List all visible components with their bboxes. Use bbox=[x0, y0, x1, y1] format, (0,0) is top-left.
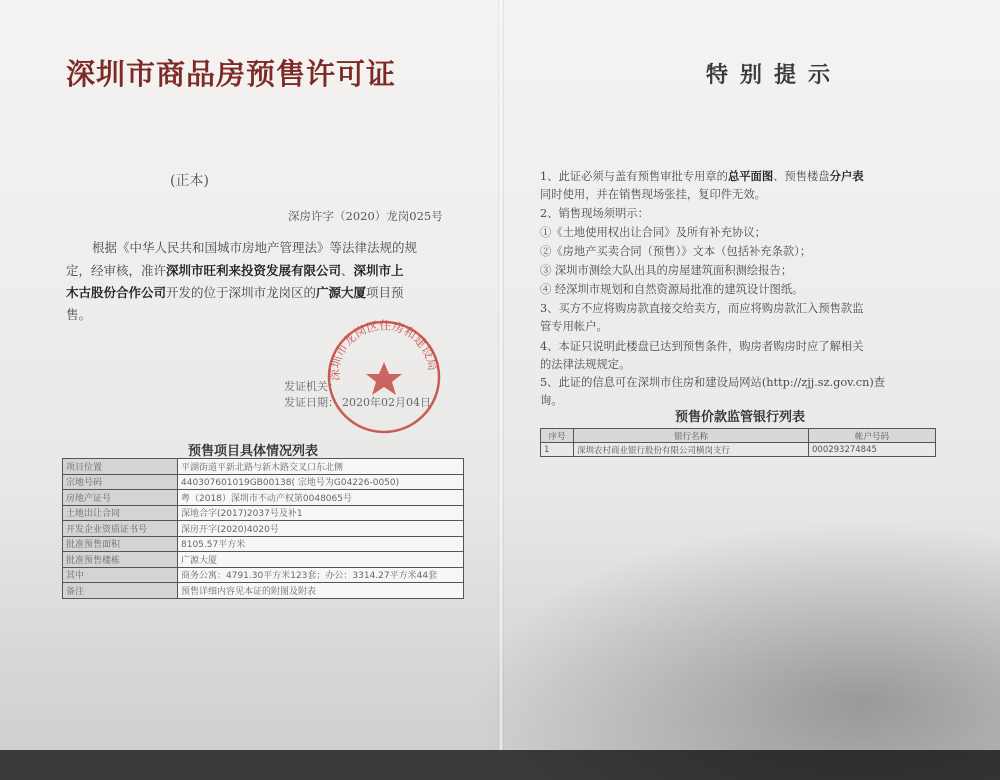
approval-line bbox=[66, 261, 404, 279]
project-details-table bbox=[62, 458, 464, 599]
field-value: 8105.57平方米 bbox=[178, 536, 464, 552]
issue-date: 2020年02月04日 bbox=[342, 396, 431, 409]
text-segment: 开发的位于深圳市龙岗区的 bbox=[166, 285, 317, 300]
seal-star-icon bbox=[366, 362, 402, 395]
text-segment: 3、买方不应将购房款直接交给卖方，而应将购房款汇入预售款监 bbox=[540, 302, 864, 315]
bank-name: 深圳农村商业银行股份有限公司横岗支行 bbox=[574, 443, 809, 457]
field-label: 备注 bbox=[63, 583, 178, 599]
notice-line bbox=[540, 338, 864, 354]
bank-table-title: 预售价款监管银行列表 bbox=[675, 410, 806, 425]
notice-line bbox=[540, 205, 649, 221]
table-row bbox=[63, 474, 464, 490]
text-segment: 项目预 bbox=[366, 285, 404, 300]
table-row bbox=[63, 567, 464, 583]
field-label: 其中 bbox=[63, 567, 178, 583]
field-label: 房地产证号 bbox=[63, 490, 178, 506]
photo-shadow bbox=[470, 520, 1000, 780]
notice-line bbox=[540, 262, 792, 278]
issue-date-label: 发证日期： bbox=[284, 396, 339, 409]
notice-line bbox=[540, 356, 630, 372]
approval-line bbox=[92, 238, 417, 256]
table-row bbox=[541, 443, 936, 457]
text-segment: 、预售楼盘 bbox=[773, 170, 830, 183]
text-segment: 4、本证只说明此楼盘已达到预售条件，购房者购房时应了解相关 bbox=[540, 340, 864, 353]
header-cell: 序号 bbox=[541, 429, 574, 443]
field-label: 项目位置 bbox=[63, 459, 178, 475]
seal-text: 深圳市龙岗区住房和建设局 bbox=[327, 318, 441, 381]
emphasized-text: 分户表 bbox=[829, 169, 864, 183]
text-segment: 售。 bbox=[66, 307, 92, 322]
text-segment: 1、此证必须与盖有预售审批专用章的 bbox=[540, 170, 728, 183]
emphasized-text: 深圳市上 bbox=[353, 263, 404, 278]
notice-line bbox=[540, 186, 766, 202]
field-value: 深房开字(2020)4020号 bbox=[178, 521, 464, 537]
table-row bbox=[63, 536, 464, 552]
notice-line bbox=[540, 300, 864, 316]
project-table-title: 预售项目具体情况列表 bbox=[188, 444, 319, 459]
table-row bbox=[63, 459, 464, 475]
table-row bbox=[63, 505, 464, 521]
emphasized-text: 广源大厦 bbox=[316, 285, 367, 300]
field-value: 商务公寓：4791.30平方米123套；办公：3314.27平方米44套 bbox=[178, 567, 464, 583]
permit-title: 深圳市商品房预售许可证 bbox=[66, 57, 397, 91]
table-row bbox=[63, 583, 464, 599]
field-label: 宗地号码 bbox=[63, 474, 178, 490]
permit-number: 深房许字（2020）龙岗025号 bbox=[288, 209, 443, 223]
field-label: 批准预售面积 bbox=[63, 536, 178, 552]
supervision-bank-table bbox=[540, 428, 936, 457]
text-segment: ④ 经深圳市规划和自然资源局批准的建筑设计图纸。 bbox=[540, 283, 804, 296]
approval-line bbox=[66, 283, 404, 301]
notice-line bbox=[540, 281, 803, 297]
text-segment: ①《土地使用权出让合同》及所有补充协议； bbox=[540, 226, 766, 239]
field-value: 广源大厦 bbox=[178, 552, 464, 568]
text-segment: 同时使用，并在销售现场张挂，复印件无效。 bbox=[540, 188, 766, 201]
original-copy-mark: (正本) bbox=[170, 173, 209, 189]
header-cell: 银行名称 bbox=[574, 429, 809, 443]
emphasized-text: 总平面图 bbox=[727, 169, 774, 183]
text-segment: 管专用帐户。 bbox=[540, 320, 608, 333]
text-segment: ③ 深圳市测绘大队出具的房屋建筑面积测绘报告； bbox=[540, 264, 793, 277]
emphasized-text: 深圳市旺利来投资发展有限公司 bbox=[166, 263, 342, 278]
table-row bbox=[63, 552, 464, 568]
field-value: 预售详细内容见本证的附图及附表 bbox=[178, 583, 464, 599]
field-label: 批准预售楼栋 bbox=[63, 552, 178, 568]
text-segment: 、 bbox=[341, 263, 354, 278]
field-label: 土地出让合同 bbox=[63, 505, 178, 521]
notice-line bbox=[540, 318, 608, 334]
header-cell: 帐户号码 bbox=[809, 429, 936, 443]
approval-line bbox=[66, 305, 91, 323]
text-segment: 的法律法规规定。 bbox=[540, 358, 631, 371]
table-row bbox=[63, 490, 464, 506]
text-segment: ②《房地产买卖合同（预售）》文本（包括补充条款）； bbox=[540, 245, 812, 258]
field-value: 粤（2018）深圳市不动产权第0048065号 bbox=[178, 490, 464, 506]
official-seal bbox=[325, 318, 443, 436]
table-row bbox=[63, 521, 464, 537]
issuer-label: 发证机关： bbox=[284, 380, 339, 393]
text-segment: 5、此证的信息可在深圳市住房和建设局网站(http://zjj.sz.gov.cn)查 bbox=[540, 376, 886, 389]
table-header-row bbox=[541, 429, 936, 443]
notice-line bbox=[540, 392, 563, 408]
field-label: 开发企业资质证书号 bbox=[63, 521, 178, 537]
field-value: 440307601019GB00138( 宗地号为G04226-0050) bbox=[178, 474, 464, 490]
emphasized-text: 木古股份合作公司 bbox=[66, 285, 167, 300]
notice-line bbox=[540, 224, 766, 240]
notice-line bbox=[540, 243, 811, 259]
bank-account: 000293274845 bbox=[809, 443, 936, 457]
text-segment: 2、销售现场须明示： bbox=[540, 207, 649, 220]
bank-index: 1 bbox=[541, 443, 574, 457]
field-value: 深地合字(2017)2037号及补1 bbox=[178, 505, 464, 521]
field-value: 平湖街道平新北路与新木路交叉口东北侧 bbox=[178, 459, 464, 475]
notice-line bbox=[540, 168, 864, 184]
notice-line bbox=[540, 374, 885, 390]
text-segment: 询。 bbox=[540, 394, 563, 407]
text-segment: 根据《中华人民共和国城市房地产管理法》等法律法规的规 bbox=[92, 240, 418, 255]
notice-title: 特别提示 bbox=[706, 62, 843, 88]
text-segment: 定，经审核，准许 bbox=[66, 263, 167, 278]
